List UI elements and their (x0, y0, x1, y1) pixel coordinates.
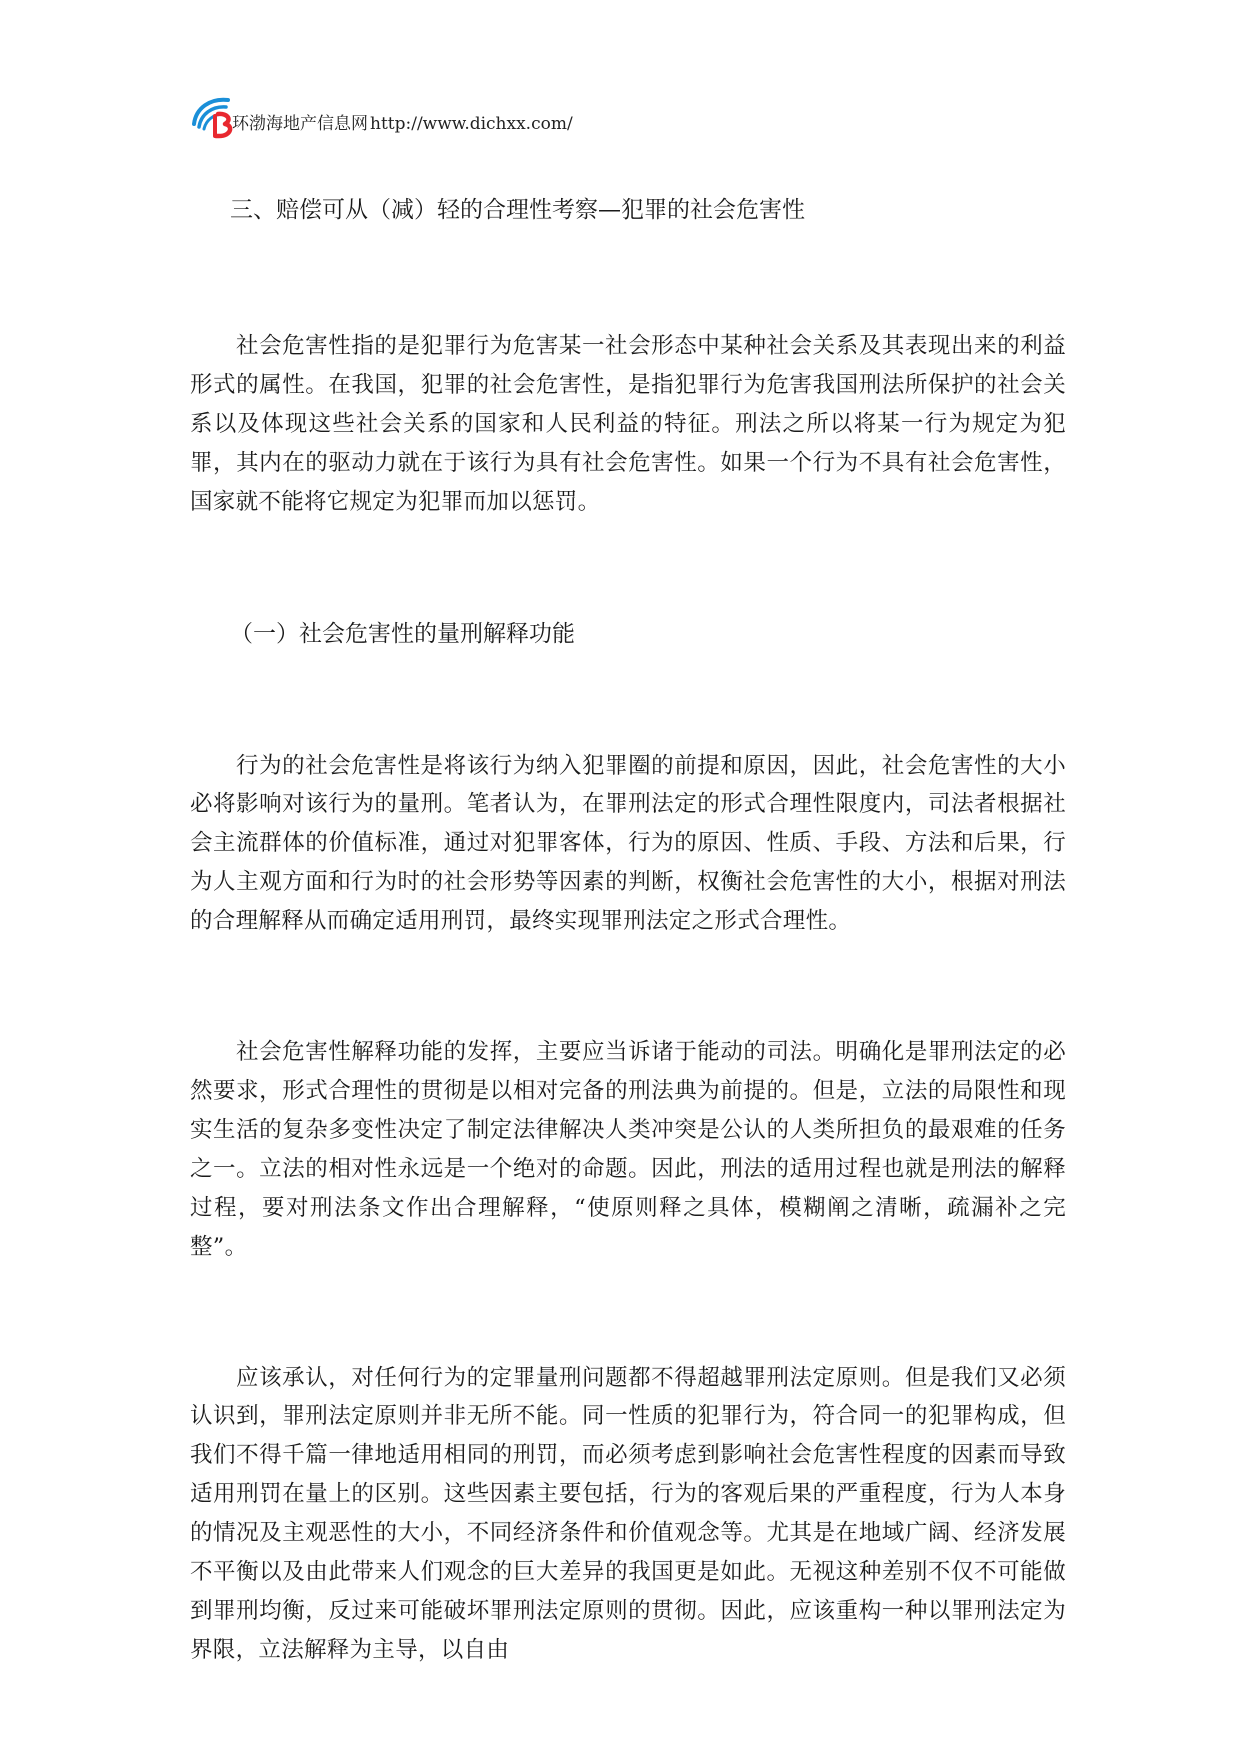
site-url-link[interactable]: http://www.dichxx.com/ (370, 114, 573, 134)
spacer (190, 230, 1066, 327)
section-title: 三、赔偿可从（减）轻的合理性考察—犯罪的社会危害性 (230, 197, 805, 223)
site-header (188, 90, 573, 140)
spacer (190, 654, 1066, 747)
paragraph-2: 行为的社会危害性是将该行为纳入犯罪圈的前提和原因，因此，社会危害性的大小必将影响对该行为的量刑。笔者认为，在罪刑法定的形式合理性限度内，司法者根据社会主流群体的价值标准，通过对犯罪客体，行为的原因、性质、手段、方法和后果，行为人主观方面和行为时的社会形势等因素的判断，权衡社会危害性的大小，根据对刑法的合理解释从而确定适用刑罚，最终实现罪刑法定之形式合理性。 (190, 752, 1066, 935)
paragraph-1: 社会危害性指的是犯罪行为危害某一社会形态中某种社会关系及其表现出来的利益形式的属性。在我国，犯罪的社会危害性，是指犯罪行为危害我国刑法所保护的社会关系以及体现这些社会关系的国家和人民利益的特征。刑法之所以将某一行为规定为犯罪，其内在的驱动力就在于该行为具有社会危害性。如果一个行为不具有社会危害性，国家就不能将它规定为犯罪而加以惩罚。 (190, 333, 1066, 515)
document-body (190, 190, 1066, 1670)
spacer (190, 941, 1066, 1033)
paragraph-3: 社会危害性解释功能的发挥，主要应当诉诸于能动的司法。明确化是罪刑法定的必然要求，形式合理性的贯彻是以相对完备的刑法典为前提的。但是，立法的局限性和现实生活的复杂多变性决定了制定法律解决人类冲突是公认的人类所担负的最艰难的任务之一。立法的相对性永远是一个绝对的命题。因此，刑法的适用过程也就是刑法的解释过程，要对刑法条文作出合理解释，“使原则释之具体，模糊阐之清晰，疏漏补之完整”。 (190, 1039, 1066, 1260)
paragraph-4: 应该承认，对任何行为的定罪量刑问题都不得超越罪刑法定原则。但是我们又必须认识到，罪刑法定原则并非无所不能。同一性质的犯罪行为，符合同一的犯罪构成，但我们不得千篇一律地适用相同的刑罚，而必须考虑到影响社会危害性程度的因素而导致适用刑罚在量上的区别。这些因素主要包括，行为的客观后果的严重程度，行为人本身的情况及主观恶性的大小，不同经济条件和价值观念等。尤其是在地域广阔、经济发展不平衡以及由此带来人们观念的巨大差异的我国更是如此。无视这种差别不仅不可能做到罪刑均衡，反过来可能破坏罪刑法定原则的贯彻。因此，应该重构一种以罪刑法定为界限，立法解释为主导，以自由 (190, 1364, 1066, 1663)
site-name: 环渤海地产信息网 (232, 114, 368, 134)
site-logo-icon (188, 94, 238, 140)
spacer (190, 522, 1066, 614)
subsection-title: （一）社会危害性的量刑解释功能 (230, 620, 575, 647)
spacer (190, 1267, 1066, 1359)
site-header-text (232, 109, 573, 134)
